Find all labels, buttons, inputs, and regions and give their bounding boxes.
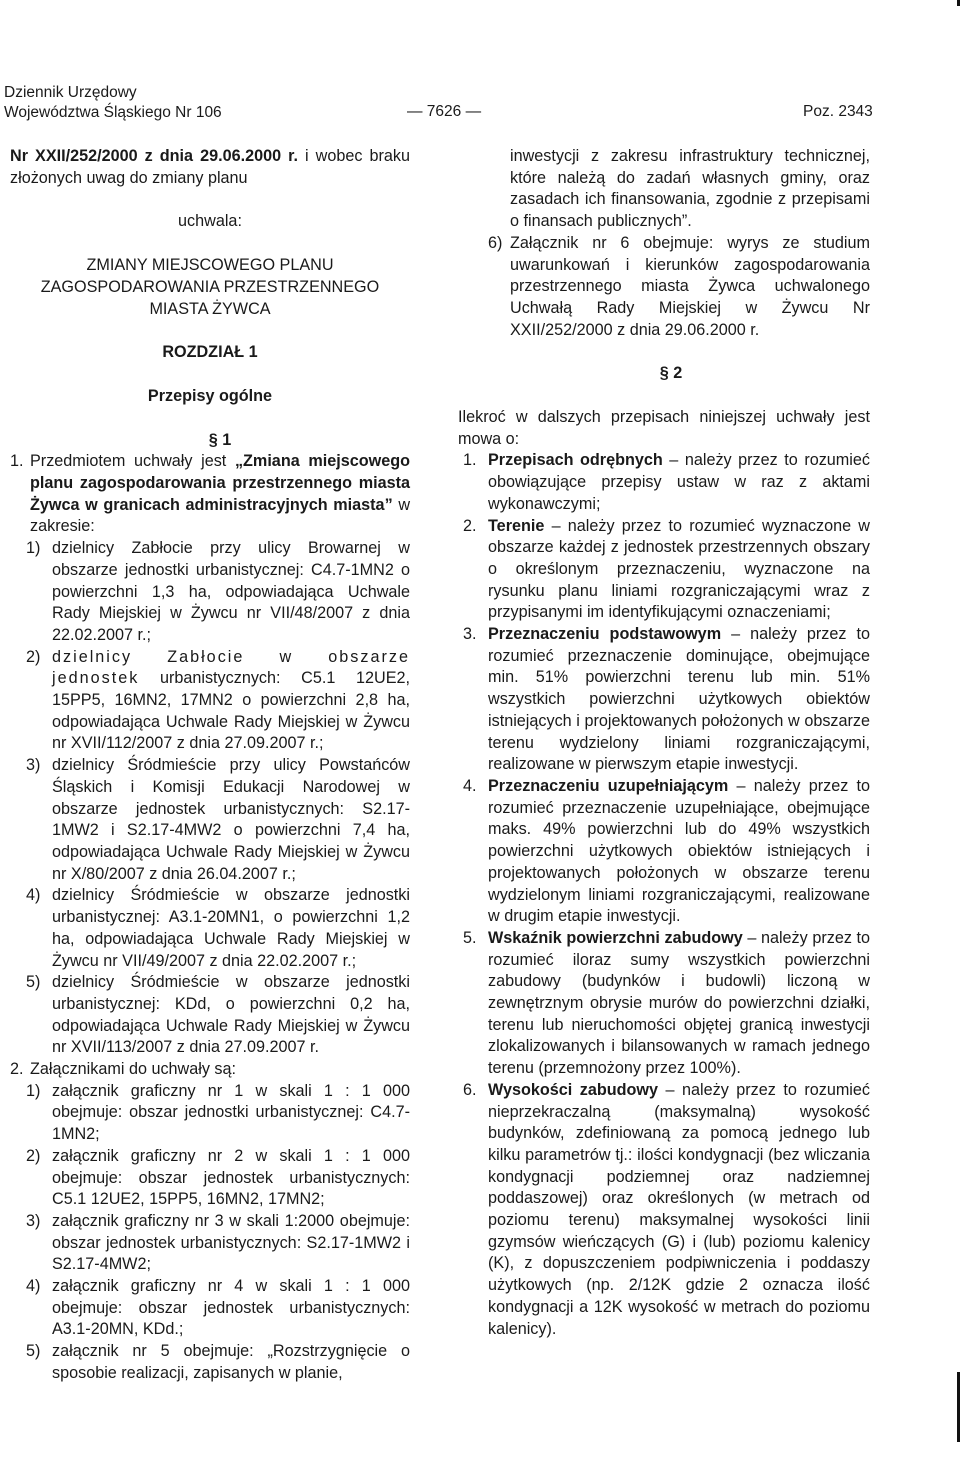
section-heading: § 2 [659, 364, 683, 383]
scope-item: 4) dzielnicy Śródmieście w obszarze jednostki urbanistycznej: A3.1-20MN1, o powierzchni 1,2 ha, odpowiadająca Uchwale Rady Miejskiej w Żywcu nr VII/49/2007 z dnia 22.02.2007 r.; [26, 886, 410, 970]
page-number: — 7626 — [407, 103, 482, 120]
section-heading: § 1 [208, 430, 232, 449]
chapter-heading: ROZDZIAŁ 1 [162, 343, 258, 362]
paragraph-1: 1. Przedmiotem uchwały jest „Zmiana miejscowego planu zagospodarowania przestrzennego miasta Żywca w granicach administracyjnych miasta” w zakresie: [10, 452, 411, 536]
definition-term: Przepisach odrębnych [488, 451, 663, 470]
chapter-name: Przepisy ogólne [147, 386, 273, 405]
definition-term: Wskaźnik powierzchni zabudowy [488, 928, 743, 947]
paragraph-2: 2. Załącznikami do uchwały są: [10, 1060, 237, 1079]
attachment-item: 1) załącznik graficzny nr 1 w skali 1 : 1 000 obejmuje: obszar jednostki urbanistycznej: C4.7-1MN2; [26, 1081, 410, 1144]
intro-paragraph: Nr XXII/252/2000 z dnia 29.06.2000 r. i wobec braku złożonych uwag do zmiany planu [10, 147, 410, 187]
attachment-item: 6) Załącznik nr 6 obejmuje: wyrys ze studium uwarunkowań i kierunków zagospodarowania przestrzennego miasta Żywca uchwalonego Uchwałą Rady Miejskiej w Żywcu Nr XXII/252/2000 z dnia 29.06.2000 r. [488, 233, 870, 339]
definition-term: Przeznaczeniu podstawowym [488, 625, 722, 644]
attachment-item: 3) załącznik graficzny nr 3 w skali 1:2000 obejmuje: obszar jednostek urbanistycznych: S2.17-1MW2 i S2.17-4MW2; [26, 1211, 410, 1274]
left-column [10, 146, 410, 1385]
resolves-label: uchwala: [178, 212, 242, 231]
definition-item: 6. Wysokości zabudowy – należy przez to rozumieć nieprzekraczalną (maksymalną) wysokość budynków, zdefiniowaną za pomocą jednego lub kilku parametrów tj.: ilości kondygnacji (bez wliczania kondygnacji podziemnej oraz nadziemnej poddaszowej) oraz określonych (w metrach od poziomu terenu) maksymalnej wysokości linii gzymsów wieńczących (G) i (lub) poziomu kalenicy (K), z dopuszczeniem podpiwniczenia i poddaszy użytkowych (np. 2/12K gdzie 2 oznacza ilość kondygnacji a 12K wysokość w metrach do poziomu kalenicy). [463, 1080, 870, 1338]
scope-item: 3) dzielnicy Śródmieście przy ulicy Powstańców Śląskich i Komisji Edukacji Narodowej w obszarze jednostek urbanistycznych: S2.17-1MW2 i S2.17-4MW2 o powierzchni 7,4 ha, odpowiadająca Uchwale Rady Miejskiej w Żywcu nr X/80/2007 z dnia 26.04.2007 r.; [26, 756, 410, 883]
continued-text: inwestycji z zakresu infrastruktury technicznej, które należą do zadań własnych gminy, oraz zasadach ich finansowania, zgodnie z przepisami o finansach publicznych”. [510, 147, 870, 231]
scope-item: 2) dzielnicy Zabłocie w obszarze jednostek urbanistycznych: C5.1 12UE2, 15PP5, 16MN2, 17MN2 o powierzchni 2,8 ha, odpowiadająca Uchwale Rady Miejskiej w Żywcu nr XVII/112/2007 z dnia 27.09.2007 r.; [26, 647, 410, 753]
journal-issue: Województwa Śląskiego Nr 106 [4, 104, 222, 121]
journal-name: Dziennik Urzędowy [4, 84, 137, 101]
attachment-item: 5) załącznik nr 5 obejmuje: „Rozstrzygnięcie o sposobie realizacji, zapisanych w planie, [26, 1342, 410, 1382]
position-number: Poz. 2343 [803, 103, 873, 120]
definition-term: Terenie [488, 516, 545, 535]
definition-item: 2. Terenie – należy przez to rozumieć wyznaczone w obszarze każdej z jednostek przestrzennych obszary o określonym przeznaczeniu, wyznaczone na rysunku planu liniami rozgraniczającymi wraz z przypisanymi im identyfikującymi oznaczeniami; [463, 516, 870, 622]
definition-item: 5. Wskaźnik powierzchni zabudowy – należy przez to rozumieć iloraz sumy wszystkich powierzchni zabudowy (budynków i budowli) liczoną w zewnętrznym obrysie murów do powierzchni działki, terenu lub nieruchomości objętej granicą inwestycji zlokalizowanych i bilansowanych w ramach jednego terenu (przemnożony przez 100%). [463, 928, 871, 1078]
definition-term: Przeznaczeniu uzupełniającym [488, 776, 729, 795]
definition-term: Wysokości zabudowy [488, 1080, 659, 1099]
scope-item: 5) dzielnicy Śródmieście w obszarze jednostki urbanistycznej: KDd, o powierzchni 0,2 ha, odpowiadająca Uchwale Rady Miejskiej w Żywcu nr XVII/113/2007 z dnia 27.09.2007 r. [26, 973, 410, 1057]
definition-item: 1. Przepisach odrębnych – należy przez to rozumieć obowiązujące przepisy ustaw w raz z aktami wykonawczymi; [463, 451, 870, 513]
attachment-item: 2) załącznik graficzny nr 2 w skali 1 : 1 000 obejmuje: obszar jednostek urbanistycznych: C5.1 12UE2, 15PP5, 16MN2, 17MN2; [26, 1146, 410, 1209]
definition-item: 4. Przeznaczeniu uzupełniającym – należy przez to rozumieć przeznaczenie uzupełniające, obejmujące maks. 49% powierzchni lub do 49% wszystkich powierzchni użytkowych obiektów istniejących i projektowanych położonych w obszarze terenu wydzielonym liniami rozgraniczającymi, realizowane w drugim etapie inwestycji. [463, 776, 871, 926]
plan-title: ZMIANY MIEJSCOWEGO PLANU ZAGOSPODAROWANIA PRZESTRZENNEGO MIASTA ŻYWCA [40, 256, 380, 318]
definitions-intro: Ilekroć w dalszych przepisach niniejszej uchwały jest mowa o: [458, 408, 870, 448]
journal-header [4, 83, 222, 123]
scope-item: 1) dzielnicy Zabłocie przy ulicy Browarnej w obszarze jednostki urbanistycznej: C4.7-1MN2 o powierzchni 1,3 ha, odpowiadająca Uchwale Rady Miejskiej w Żywcu nr VII/48/2007 z dnia 22.02.2007 r.; [26, 539, 410, 644]
definition-item: 3. Przeznaczeniu podstawowym – należy przez to rozumieć przeznaczenie dominujące, obejmujące min. 51% powierzchni terenu lub min. 51% wszystkich powierzchni użytkowych obiektów istniejących i projektowanych położonych w obszarze terenu wydzielony liniami rozgraniczającymi, realizowane w pierwszym etapie inwestycji. [463, 625, 870, 774]
resolution-reference: Nr XXII/252/2000 z dnia 29.06.2000 r. [10, 147, 299, 165]
right-column [458, 146, 870, 1340]
attachment-item: 4) załącznik graficzny nr 4 w skali 1 : 1 000 obejmuje: obszar jednostek urbanistycznych: A3.1-20MN, KDd.; [26, 1277, 410, 1339]
